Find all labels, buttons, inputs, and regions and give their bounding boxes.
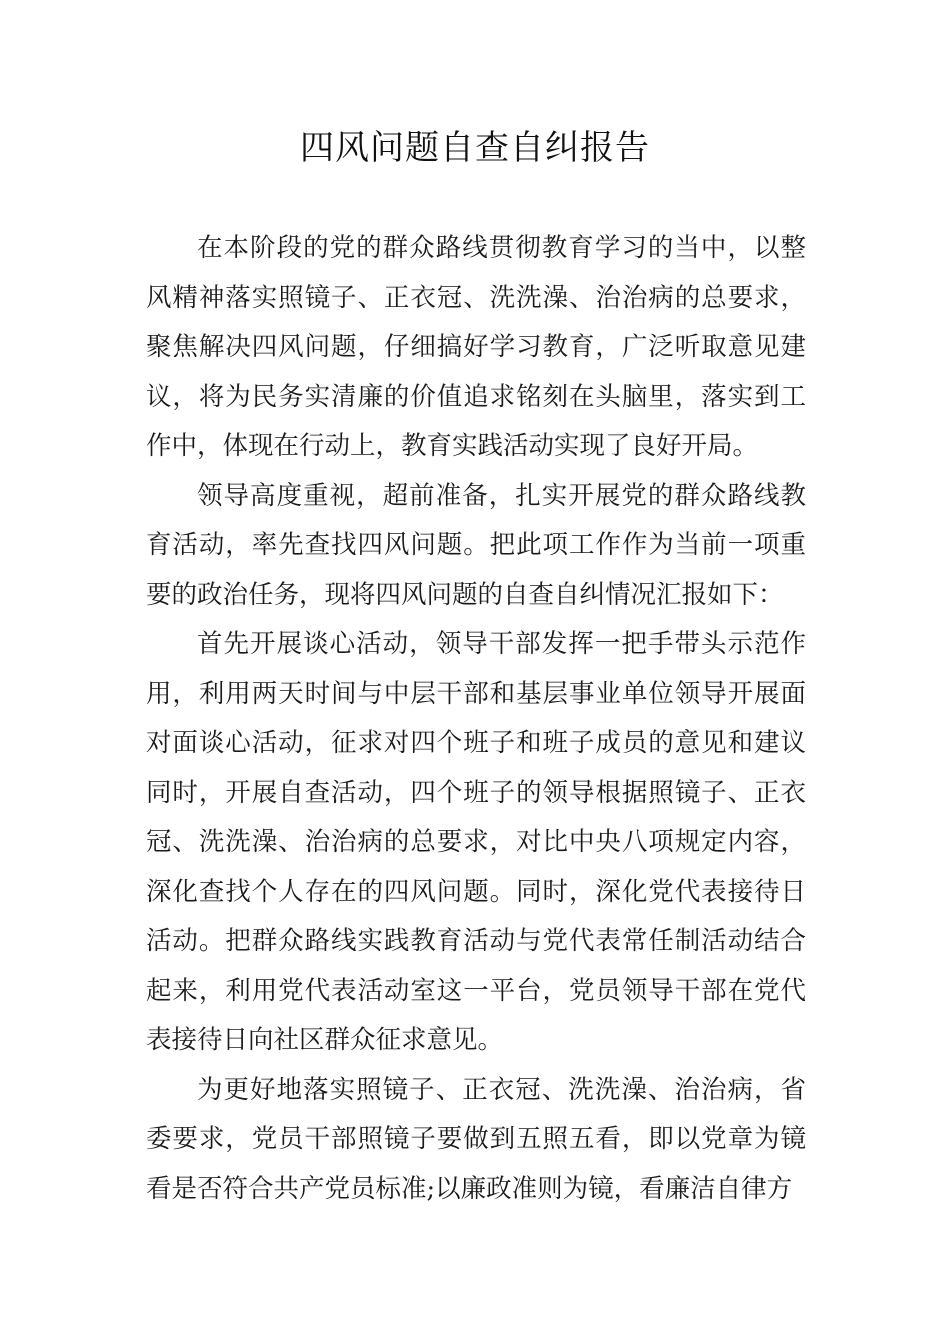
paragraph-2: 领导高度重视，超前准备，扎实开展党的群众路线教育活动，率先查找四风问题。把此项工作作为当前一项重要的政治任务，现将四风问题的自查自纠情况汇报如下： — [146, 480, 806, 610]
paragraph-3: 首先开展谈心活动，领导干部发挥一把手带头示范作用，利用两天时间与中层干部和基层事业单位领导开展面对面谈心活动，征求对四个班子和班子成员的意见和建议同时，开展自查活动，四个班子的领导根据照镜子、正衣冠、洗洗澡、治治病的总要求，对比中央八项规定内容，深化查找个人存在的四风问题。同时，深化党代表接待日活动。把群众路线实践教育活动与党代表常任制活动结合起来，利用党代表活动室这一平台，党员领导干部在党代表接待日向社区群众征求意见。 — [146, 629, 806, 1055]
document-body — [146, 224, 806, 1214]
paragraph-1: 在本阶段的党的群众路线贯彻教育学习的当中，以整风精神落实照镜子、正衣冠、洗洗澡、治治病的总要求，聚焦解决四风问题，仔细搞好学习教育，广泛听取意见建议，将为民务实清廉的价值追求铭刻在头脑里，落实到工作中，体现在行动上，教育实践活动实现了良好开局。 — [146, 233, 806, 461]
document-title: 四风问题自查自纠报告 — [300, 128, 650, 168]
paragraph-4: 为更好地落实照镜子、正衣冠、洗洗澡、治治病，省委要求，党员干部照镜子要做到五照五看，即以党章为镜看是否符合共产党员标准;以廉政准则为镜，看廉洁自律方 — [146, 1074, 806, 1204]
